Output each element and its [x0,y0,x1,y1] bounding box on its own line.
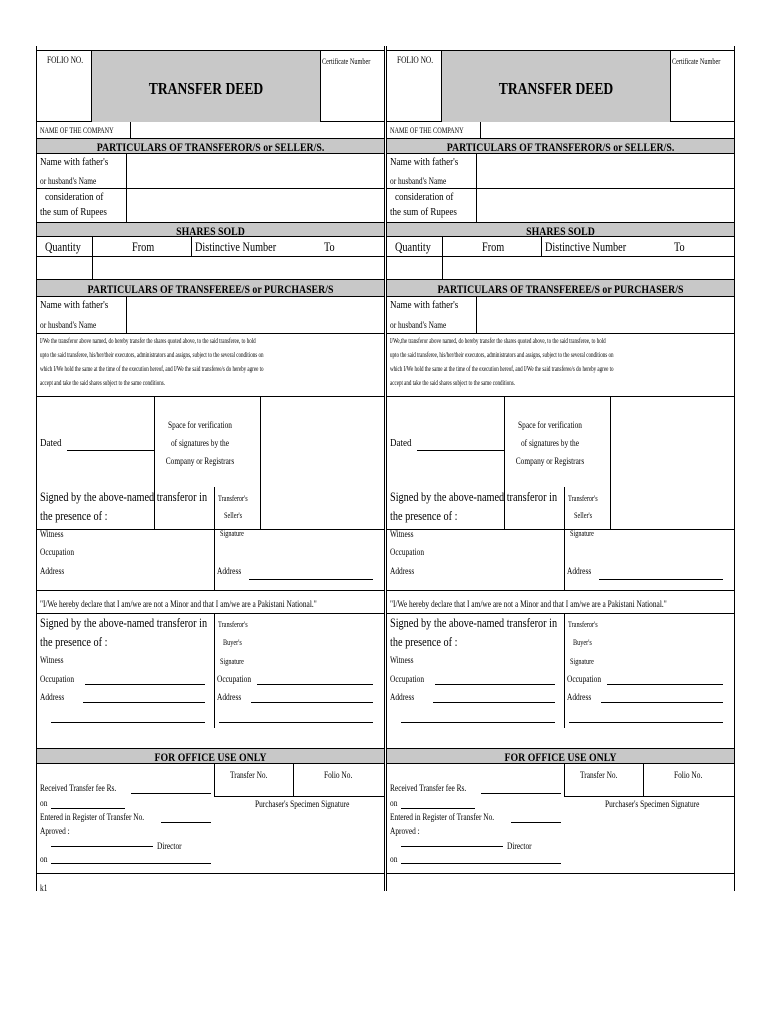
register-line[interactable] [161,822,211,823]
title-panel [442,51,670,122]
sellers-label: Seller's [574,511,593,520]
col-quantity: Quantity [395,240,431,254]
company-row [37,122,384,139]
declaration-line: which I/We hold the same at the time of the execution hereof, and I/We the said transferee/s do hereby agree to [390,365,614,373]
transferors-label-2: Transferor's [218,620,248,629]
pakistani-text: "I/We hereby declare that I am/we are not a Minor and that I am/we are a Pakistani National." [390,599,667,609]
transferee-name-label: Name with father's [390,299,459,311]
received-fee-line[interactable] [131,793,211,794]
approved-label: Aproved : [40,826,70,836]
buyer-occupation-line[interactable] [607,684,723,685]
office-use-text: FOR OFFICE USE ONLY [154,750,267,764]
occupation-label: Occupation [40,547,75,557]
presence-label: the presence of : [40,509,108,523]
buyer-address-label: Address [217,692,242,702]
entered-register-label: Entered in Register of Transfer No. [390,812,495,822]
declaration-block [37,334,384,397]
declaration-line: accept and take the said shares subject to the same conditions. [40,379,165,387]
transferor-signature-block [37,487,384,591]
declaration-line: upto the said transferee, his/her/their executors, administrators and assigns, subject to the several conditions on [40,351,264,359]
col-to: To [674,240,685,254]
address-label: Address [390,566,415,576]
transferor-name-label: Name with father's [40,156,109,168]
approved-line[interactable] [51,846,153,847]
transferor-header [387,139,734,154]
col-quantity: Quantity [45,240,81,254]
entered-register-label: Entered in Register of Transfer No. [40,812,145,822]
signed-by-label: Signed by the above-named transferor in [40,490,208,504]
presence-label-2: the presence of : [40,635,108,649]
sum-rupees-label: the sum of Rupees [390,206,457,218]
dated-label: Dated [390,437,412,449]
transferor-signature-block [387,487,734,591]
transferee-header-text: PARTICULARS OF TRANSFEREE/S or PURCHASER/S [87,282,334,296]
buyer-address-line[interactable] [251,702,373,703]
seller-address-line[interactable] [249,579,373,580]
pakistani-declaration [37,599,384,613]
transferee-husband-label: or husband's Name [40,320,97,330]
on-line[interactable] [401,808,475,809]
presence-label-2: the presence of : [390,635,458,649]
sellers-label: Seller's [224,511,243,520]
office-use-block [387,764,734,874]
transfer-deed-right [386,46,735,891]
on-line[interactable] [51,808,125,809]
specimen-signature-label: Purchaser's Specimen Signature [255,799,350,809]
office-folio-label: Folio No. [324,770,353,780]
buyer-occupation-label: Occupation [217,674,252,684]
transferors-label: Transferor's [568,494,598,503]
col-to: To [324,240,335,254]
received-fee-line[interactable] [481,793,561,794]
buyer-occupation-label: Occupation [567,674,602,684]
col-from: From [132,240,155,254]
verify-text-3: Company or Registrars [515,456,585,466]
dated-line[interactable] [417,450,504,451]
sum-rupees-label: the sum of Rupees [40,206,107,218]
signed-by-label: Signed by the above-named transferor in [390,490,558,504]
signature-label: Signature [570,529,594,538]
transferor-header-text: PARTICULARS OF TRANSFEROR/S or SELLER/S. [446,140,675,154]
shares-sold-header [37,222,384,237]
approved-line[interactable] [401,846,503,847]
received-fee-label: Received Transfer fee Rs. [390,783,467,793]
title-panel [92,51,320,122]
shares-columns [37,237,384,257]
address-line-2[interactable] [51,722,205,723]
specimen-signature-label: Purchaser's Specimen Signature [605,799,700,809]
dated-line[interactable] [67,450,154,451]
certificate-number-label: Certificate Number [322,57,371,66]
seller-address-label: Address [567,566,592,576]
transferee-header [37,280,384,297]
on-label-2: on [40,854,48,864]
folio-no-label: FOLIO NO. [47,55,84,65]
on-label: on [390,798,398,808]
shares-entry-row[interactable] [37,257,384,280]
verify-text-2: of signatures by the [170,438,229,448]
address-label-2: Address [390,692,415,702]
col-from: From [482,240,505,254]
signature-label-2: Signature [220,657,244,666]
verify-text-3: Company or Registrars [165,456,235,466]
buyer-address-line[interactable] [601,702,723,703]
witness-label-2: Witness [390,655,414,665]
declaration-line: which I/We hold the same at the time of the execution hereof, and I/We the said transferee/s do hereby agree to [40,365,264,373]
transferors-label: Transferor's [218,494,248,503]
company-row [387,122,734,139]
address-label-2: Address [40,692,65,702]
transfer-no-label: Transfer No. [580,770,618,780]
on-label-2: on [390,854,398,864]
transferor-header [37,139,384,154]
folio-no-label: FOLIO NO. [397,55,434,65]
declaration-line: I/We,the transferor above named, do hereby transfer the shares quoted above, to the said transferee, to hold [390,337,606,345]
transferee-name-label: Name with father's [40,299,109,311]
witness-label-2: Witness [40,655,64,665]
register-line[interactable] [511,822,561,823]
transferor-header-text: PARTICULARS OF TRANSFEROR/S or SELLER/S. [96,140,325,154]
verify-text-1: Space for verification [518,420,582,430]
on-label: on [40,798,48,808]
witness-label: Witness [40,529,64,539]
transferee-header-text: PARTICULARS OF TRANSFEREE/S or PURCHASER/S [437,282,684,296]
shares-sold-text: SHARES SOLD [176,224,245,238]
transferee-fields [387,297,734,334]
address-label: Address [40,566,65,576]
company-label: NAME OF THE COMPANY [40,126,114,135]
certificate-number-label: Certificate Number [672,57,721,66]
shares-sold-header [387,222,734,237]
buyer-address-line-2[interactable] [219,722,373,723]
occupation-line[interactable] [85,684,205,685]
transfer-no-label: Transfer No. [230,770,268,780]
occupation-label-2: Occupation [390,674,425,684]
on-line-2[interactable] [401,863,561,864]
address-line[interactable] [83,702,205,703]
buyers-label: Buyer's [223,638,242,647]
occupation-label-2: Occupation [40,674,75,684]
office-folio-label: Folio No. [674,770,703,780]
deed-title: TRANSFER DEED [498,79,614,98]
transferee-header [387,280,734,297]
director-label: Director [157,841,182,851]
signed-by-label-2: Signed by the above-named transferor in [390,616,558,630]
signature-label-2: Signature [570,657,594,666]
transferor-husband-label: or husband's Name [40,176,97,186]
transferee-fields [37,297,384,334]
office-use-header [387,748,734,764]
shares-entry-row[interactable] [387,257,734,280]
transferor-fields [387,154,734,222]
shares-columns [387,237,734,257]
verify-text-1: Space for verification [168,420,232,430]
header-block [387,50,734,122]
footer-code: k1 [40,883,48,893]
header-block [37,50,384,122]
consideration-label: consideration of [395,191,454,203]
seller-address-label: Address [217,566,242,576]
buyer-address-label: Address [567,692,592,702]
presence-label: the presence of : [390,509,458,523]
address-line-2[interactable] [401,722,555,723]
transferor-fields [37,154,384,222]
col-distinctive: Distinctive Number [195,240,277,254]
declaration-line: I/We the transferor above named, do hereby transfer the shares quoted above, to the said transferee, to hold [40,337,256,345]
transferee-signature-block [387,613,734,743]
occupation-label: Occupation [390,547,425,557]
buyers-label: Buyer's [573,638,592,647]
witness-label: Witness [390,529,414,539]
declaration-line: accept and take the said shares subject to the same conditions. [390,379,515,387]
declaration-line: upto the said transferee, his/her/their executors, administrators and assigns, subject to the several conditions on [390,351,614,359]
signature-label: Signature [220,529,244,538]
seller-address-line[interactable] [599,579,723,580]
office-use-text: FOR OFFICE USE ONLY [504,750,617,764]
occupation-line[interactable] [435,684,555,685]
col-distinctive: Distinctive Number [545,240,627,254]
dated-label: Dated [40,437,62,449]
transfer-deed-left [36,46,385,891]
verify-text-2: of signatures by the [520,438,579,448]
shares-sold-text: SHARES SOLD [526,224,595,238]
deed-title: TRANSFER DEED [148,79,264,98]
transferors-label-2: Transferor's [568,620,598,629]
approved-label: Aproved : [390,826,420,836]
transferee-signature-block [37,613,384,743]
office-use-block [37,764,384,874]
transferor-name-label: Name with father's [390,156,459,168]
address-line[interactable] [433,702,555,703]
buyer-occupation-line[interactable] [257,684,373,685]
declaration-block [387,334,734,397]
pakistani-declaration [387,599,734,613]
received-fee-label: Received Transfer fee Rs. [40,783,117,793]
company-label: NAME OF THE COMPANY [390,126,464,135]
pakistani-text: "I/We hereby declare that I am/we are not a Minor and that I am/we are a Pakistani National." [40,599,317,609]
transferee-husband-label: or husband's Name [390,320,447,330]
consideration-label: consideration of [45,191,104,203]
transferor-husband-label: or husband's Name [390,176,447,186]
buyer-address-line-2[interactable] [569,722,723,723]
office-use-header [37,748,384,764]
signed-by-label-2: Signed by the above-named transferor in [40,616,208,630]
director-label: Director [507,841,532,851]
on-line-2[interactable] [51,863,211,864]
